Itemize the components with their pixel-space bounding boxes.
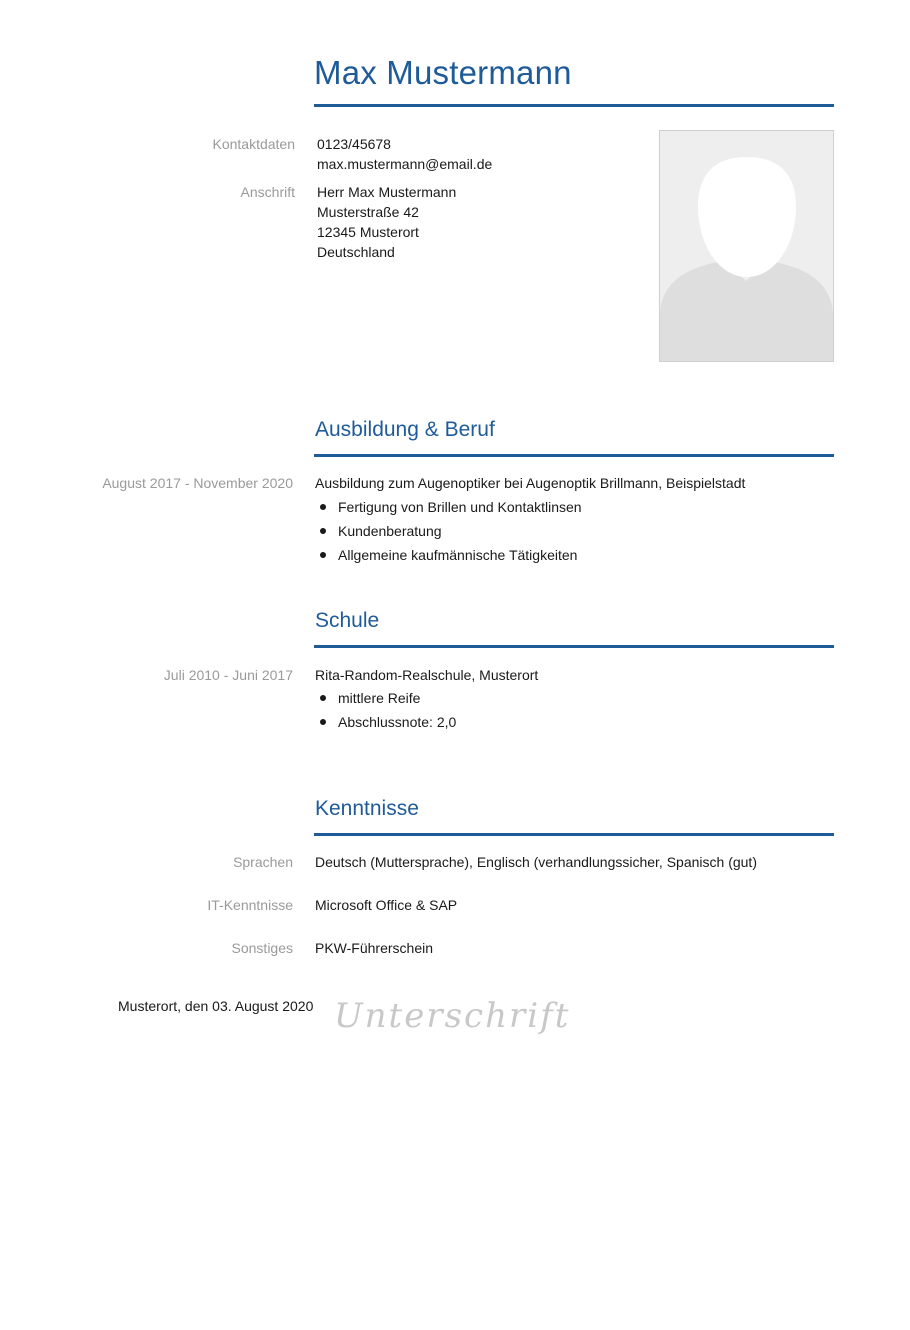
entry-bullet-list: [315, 495, 582, 567]
section-title-school: Schule: [315, 609, 380, 632]
address-line: Musterstraße 42: [317, 204, 419, 220]
skill-label: Sonstiges: [231, 940, 293, 956]
phone-number: 0123/45678: [317, 136, 391, 152]
section-rule: [314, 454, 834, 457]
list-item: Kundenberatung: [315, 519, 582, 543]
profile-photo-placeholder: [659, 130, 834, 362]
signature: Unterschrift: [334, 996, 571, 1036]
skill-value: PKW-Führerschein: [315, 940, 434, 956]
entry-heading: Ausbildung zum Augenoptiker bei Augenoptik Brillmann, Beispielstadt: [315, 475, 746, 491]
address-label: Anschrift: [240, 184, 295, 200]
skill-label: Sprachen: [233, 854, 293, 870]
skill-value: Microsoft Office & SAP: [315, 897, 458, 913]
page-title: Max Mustermann: [314, 54, 572, 91]
section-rule: [314, 645, 834, 648]
email-address: max.mustermann@email.de: [317, 156, 493, 172]
list-item: Abschlussnote: 2,0: [315, 710, 456, 734]
address-line: Deutschland: [317, 244, 395, 260]
skill-value: Deutsch (Muttersprache), Englisch (verhandlungssicher, Spanisch (gut): [315, 854, 757, 870]
section-rule: [314, 833, 834, 836]
list-item: Allgemeine kaufmännische Tätigkeiten: [315, 543, 582, 567]
list-item: mittlere Reife: [315, 686, 456, 710]
contact-label: Kontaktdaten: [212, 136, 295, 152]
section-title-education-career: Ausbildung & Beruf: [315, 418, 495, 441]
address-line: Herr Max Mustermann: [317, 184, 457, 200]
entry-period: August 2017 - November 2020: [102, 475, 293, 491]
title-rule: [314, 104, 834, 107]
entry-bullet-list: [315, 686, 456, 734]
entry-heading: Rita-Random-Realschule, Musterort: [315, 667, 539, 683]
address-line: 12345 Musterort: [317, 224, 419, 240]
person-silhouette-icon: [660, 131, 833, 361]
entry-period: Juli 2010 - Juni 2017: [163, 667, 293, 683]
section-title-skills: Kenntnisse: [315, 797, 419, 820]
list-item: Fertigung von Brillen und Kontaktlinsen: [315, 495, 582, 519]
skill-label: IT-Kenntnisse: [207, 897, 293, 913]
place-date: Musterort, den 03. August 2020: [118, 998, 314, 1014]
